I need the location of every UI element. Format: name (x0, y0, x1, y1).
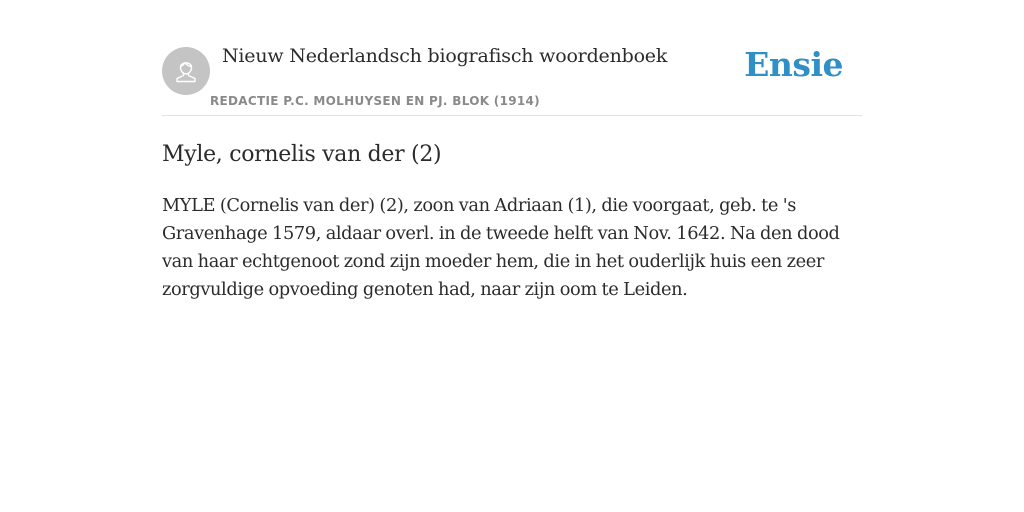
entry-header (162, 0, 862, 116)
content-container (162, 0, 862, 304)
entry-title: Myle, cornelis van der (2) (162, 142, 442, 167)
source-editors: REDACTIE P.C. MOLHUYSEN EN PJ. BLOK (1914) (210, 94, 540, 108)
source-title[interactable]: Nieuw Nederlandsch biografisch woordenboek (222, 45, 668, 67)
ensie-logo[interactable]: Ensie (744, 45, 843, 84)
entry-body: MYLE (Cornelis van der) (2), zoon van Adriaan (1), die voorgaat, geb. te 's Gravenhage 1579, aldaar overl. in de tweede helft van Nov. 1642. Na den dood van haar echtgenoot zond zijn moeder hem, die in het ouderlijk huis een zeer zorgvuldige opvoeding genoten had, naar zijn oom te Leiden. (162, 195, 840, 300)
user-icon (171, 56, 201, 86)
avatar[interactable] (162, 47, 210, 95)
